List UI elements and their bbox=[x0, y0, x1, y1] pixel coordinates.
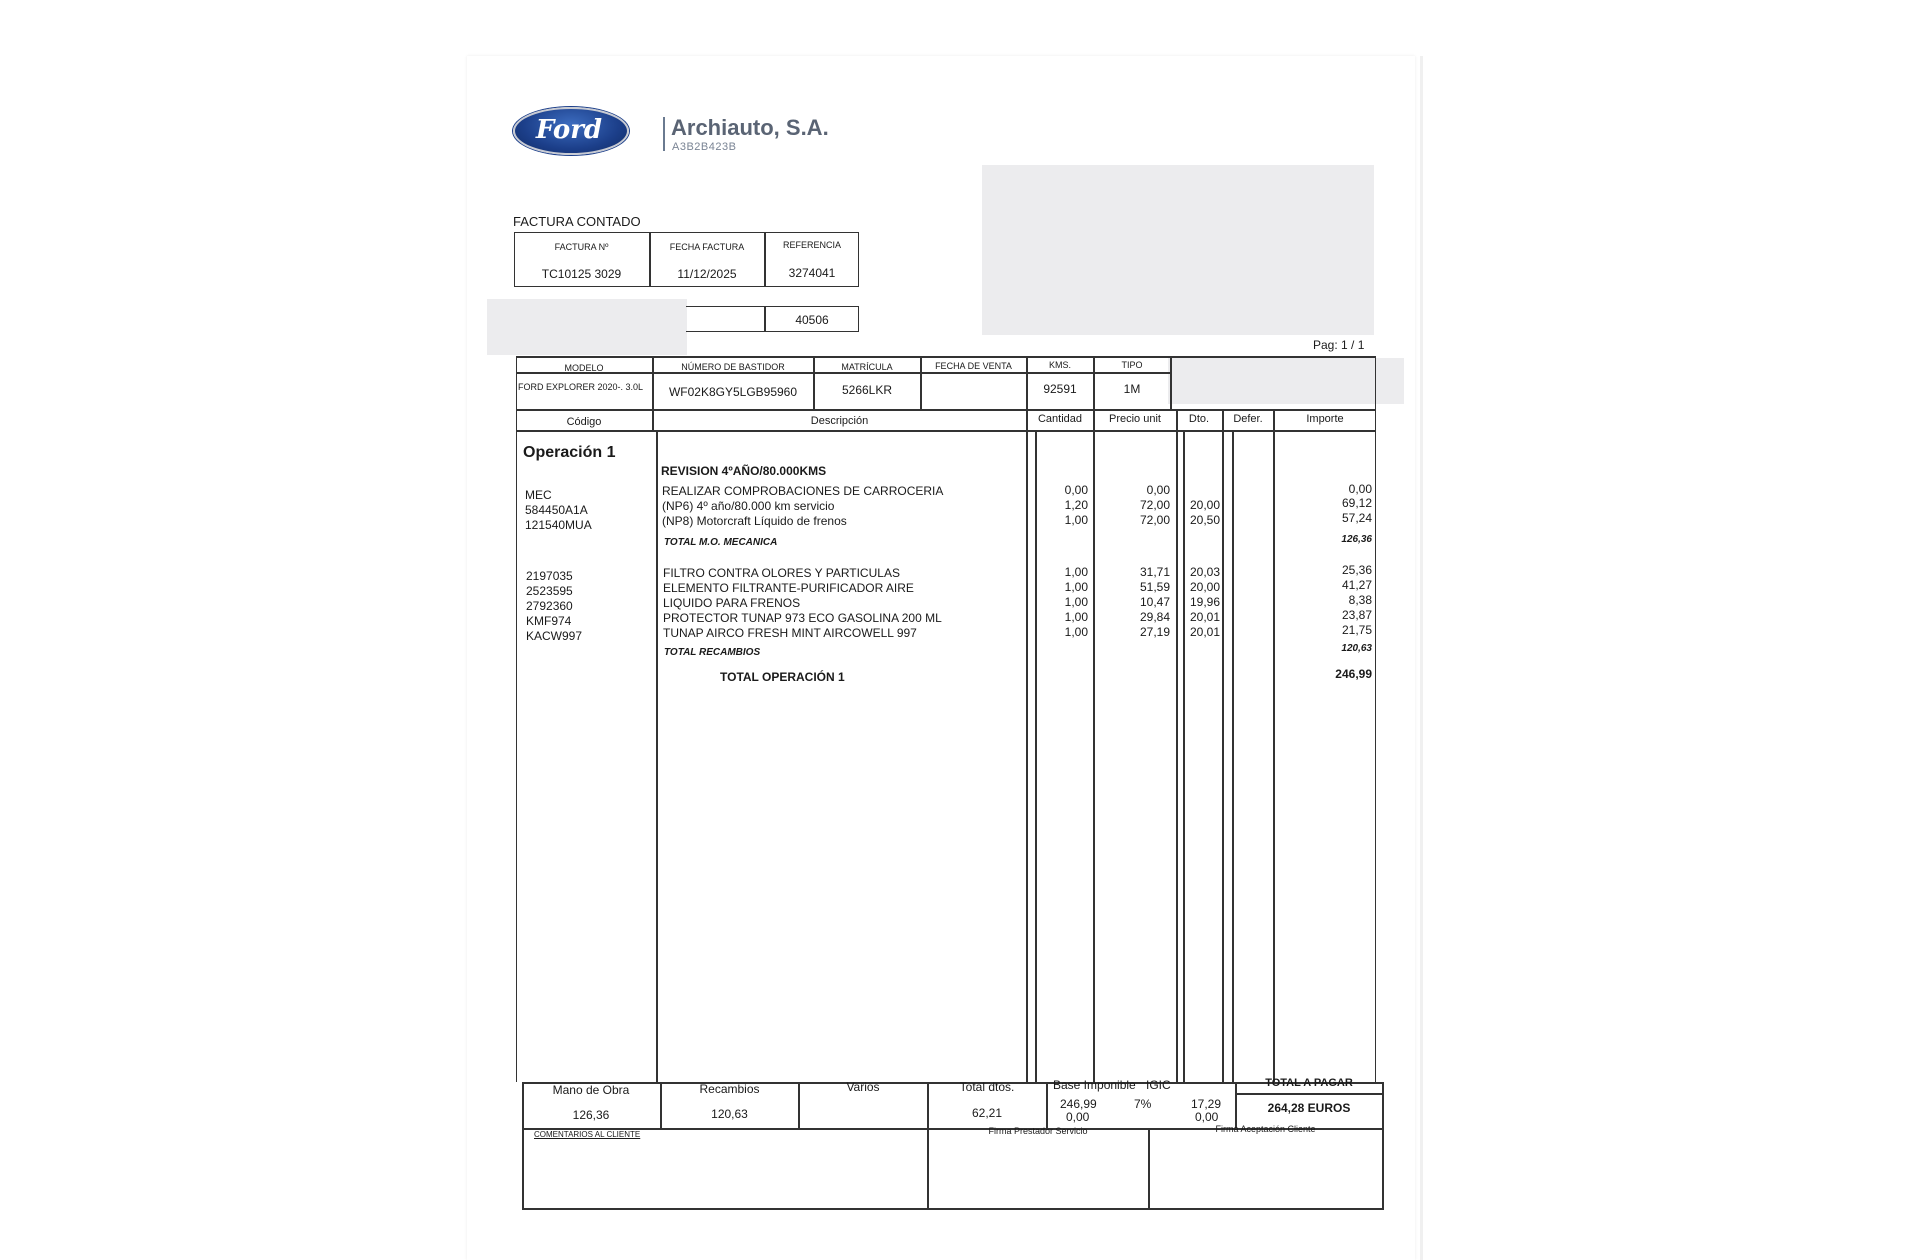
tax-rate: 7% bbox=[1134, 1097, 1152, 1111]
vehicle-plate: 5266LKR bbox=[841, 383, 893, 397]
misc-label: Varios bbox=[846, 1080, 880, 1094]
page-edge bbox=[1420, 56, 1423, 1260]
line-description: (NP6) 4º año/80.000 km servicio bbox=[662, 499, 835, 513]
line-description: (NP8) Motorcraft Líquido de frenos bbox=[662, 514, 847, 528]
line-description: REALIZAR COMPROBACIONES DE CARROCERIA bbox=[662, 484, 944, 498]
line-discount: 20,01 bbox=[1189, 625, 1220, 639]
redacted-customer-name bbox=[487, 299, 687, 355]
invoice-reference: 3274041 bbox=[788, 266, 836, 280]
col-defer: Defer. bbox=[1233, 413, 1263, 425]
line-price: 27,19 bbox=[1139, 625, 1170, 639]
provider-signature-label: Firma Prestador Servicio bbox=[988, 1126, 1088, 1136]
invoice-reference-label: REFERENCIA bbox=[782, 240, 841, 250]
line-price: 72,00 bbox=[1139, 498, 1170, 512]
line-price: 0,00 bbox=[1146, 483, 1170, 497]
line-qty: 1,00 bbox=[1064, 513, 1088, 527]
vehicle-vin: WF02K8GY5LGB95960 bbox=[668, 385, 798, 399]
labor-sum: 126,36 bbox=[572, 1108, 610, 1122]
model-label: MODELO bbox=[564, 363, 604, 373]
labor-total-label: TOTAL M.O. MECANICA bbox=[664, 537, 778, 548]
parts-sum-label: Recambios bbox=[699, 1082, 760, 1096]
line-amount: 21,75 bbox=[1341, 623, 1372, 637]
tax-base-1: 246,99 bbox=[1060, 1097, 1097, 1111]
vehicle-kms: 92591 bbox=[1043, 382, 1077, 396]
col-unit-price: Precio unit bbox=[1109, 413, 1161, 425]
line-code: KMF974 bbox=[526, 614, 572, 628]
lines-frame bbox=[516, 356, 1376, 1082]
ford-logo-text: Ford bbox=[535, 115, 603, 145]
line-discount: 20,50 bbox=[1189, 513, 1220, 527]
type-label: TIPO bbox=[1121, 360, 1143, 370]
tax-base-label: Base Imponible bbox=[1053, 1078, 1136, 1092]
tax-label: IGIC bbox=[1146, 1078, 1171, 1092]
line-qty: 1,20 bbox=[1064, 498, 1088, 512]
labor-sum-label: Mano de Obra bbox=[552, 1083, 630, 1097]
col-description: Descripción bbox=[810, 415, 869, 427]
line-discount: 19,96 bbox=[1189, 595, 1220, 609]
vehicle-model: FORD EXPLORER 2020-. 3.0L bbox=[518, 382, 644, 392]
invoice-number: TC10125 3029 bbox=[541, 267, 622, 281]
line-code: 2792360 bbox=[526, 599, 573, 613]
invoice-date-label: FECHA FACTURA bbox=[669, 242, 745, 252]
line-price: 29,84 bbox=[1139, 610, 1170, 624]
operation-subtitle: REVISION 4ºAÑO/80.000KMS bbox=[661, 464, 827, 478]
line-discount: 20,00 bbox=[1189, 498, 1220, 512]
line-amount: 25,36 bbox=[1341, 563, 1372, 577]
company-code: A3B2B423B bbox=[672, 141, 737, 153]
line-amount: 0,00 bbox=[1348, 482, 1372, 496]
total-to-pay: 264,28 EUROS bbox=[1267, 1101, 1351, 1115]
document-type: FACTURA CONTADO bbox=[513, 214, 641, 229]
vehicle-type: 1M bbox=[1123, 382, 1141, 396]
tax-amount-2: 0,00 bbox=[1195, 1110, 1219, 1124]
redacted-customer-address bbox=[982, 165, 1374, 335]
col-code: Código bbox=[566, 416, 602, 428]
line-discount: 20,00 bbox=[1189, 580, 1220, 594]
parts-sum: 120,63 bbox=[711, 1107, 748, 1121]
client-signature-label: Firma Aceptación Cliente bbox=[1215, 1124, 1316, 1134]
operation-total: 246,99 bbox=[1335, 667, 1372, 681]
line-qty: 1,00 bbox=[1064, 610, 1088, 624]
line-description: PROTECTOR TUNAP 973 ECO GASOLINA 200 ML bbox=[663, 611, 942, 625]
col-quantity: Cantidad bbox=[1037, 413, 1083, 425]
sale-date-label: FECHA DE VENTA bbox=[935, 361, 1012, 371]
line-code: 2197035 bbox=[526, 569, 573, 583]
tax-amount-1: 17,29 bbox=[1191, 1097, 1222, 1111]
line-qty: 1,00 bbox=[1064, 625, 1088, 639]
line-code: 584450A1A bbox=[525, 503, 588, 517]
kms-label: KMS. bbox=[1048, 360, 1071, 370]
line-discount: 20,03 bbox=[1189, 565, 1220, 579]
col-discount: Dto. bbox=[1188, 413, 1210, 425]
operation-title: Operación 1 bbox=[523, 444, 616, 461]
parts-total-label: TOTAL RECAMBIOS bbox=[664, 647, 761, 658]
operation-total-label: TOTAL OPERACIÓN 1 bbox=[720, 670, 845, 684]
logo-separator bbox=[663, 117, 665, 151]
tax-base-2: 0,00 bbox=[1066, 1110, 1090, 1124]
col-amount: Importe bbox=[1306, 413, 1344, 425]
line-qty: 1,00 bbox=[1064, 565, 1088, 579]
line-description: FILTRO CONTRA OLORES Y PARTICULAS bbox=[663, 566, 900, 580]
line-code: KACW997 bbox=[526, 629, 583, 643]
line-qty: 1,00 bbox=[1064, 595, 1088, 609]
line-discount: 20,01 bbox=[1189, 610, 1220, 624]
parts-total: 120,63 bbox=[1341, 643, 1372, 654]
line-amount: 69,12 bbox=[1341, 496, 1372, 510]
invoice-number-label: FACTURA Nº bbox=[554, 242, 609, 252]
line-qty: 1,00 bbox=[1064, 580, 1088, 594]
line-amount: 57,24 bbox=[1341, 511, 1372, 525]
line-amount: 41,27 bbox=[1341, 578, 1372, 592]
discounts-label: Total dtos. bbox=[959, 1080, 1015, 1094]
line-qty: 0,00 bbox=[1064, 483, 1088, 497]
line-amount: 23,87 bbox=[1341, 608, 1372, 622]
line-description: LIQUIDO PARA FRENOS bbox=[663, 596, 801, 610]
company-name: Archiauto, S.A. bbox=[671, 115, 829, 140]
line-code: 121540MUA bbox=[525, 518, 592, 532]
line-price: 10,47 bbox=[1139, 595, 1170, 609]
page-number: Pag: 1 / 1 bbox=[1313, 338, 1365, 352]
client-code: 40506 bbox=[795, 313, 829, 327]
line-price: 72,00 bbox=[1139, 513, 1170, 527]
line-description: TUNAP AIRCO FRESH MINT AIRCOWELL 997 bbox=[663, 626, 917, 640]
line-description: ELEMENTO FILTRANTE-PURIFICADOR AIRE bbox=[663, 581, 914, 595]
vin-label: NÚMERO DE BASTIDOR bbox=[681, 362, 785, 372]
line-amount: 8,38 bbox=[1348, 593, 1372, 607]
labor-total: 126,36 bbox=[1341, 534, 1372, 545]
discounts-sum: 62,21 bbox=[971, 1106, 1003, 1120]
line-code: MEC bbox=[525, 488, 552, 502]
total-to-pay-label: TOTAL A PAGAR bbox=[1265, 1077, 1353, 1089]
comments-label: COMENTARIOS AL CLIENTE bbox=[534, 1130, 641, 1139]
plate-label: MATRÍCULA bbox=[841, 362, 893, 372]
line-code: 2523595 bbox=[526, 584, 573, 598]
line-price: 31,71 bbox=[1139, 565, 1170, 579]
line-price: 51,59 bbox=[1139, 580, 1170, 594]
invoice-date: 11/12/2025 bbox=[677, 267, 737, 281]
